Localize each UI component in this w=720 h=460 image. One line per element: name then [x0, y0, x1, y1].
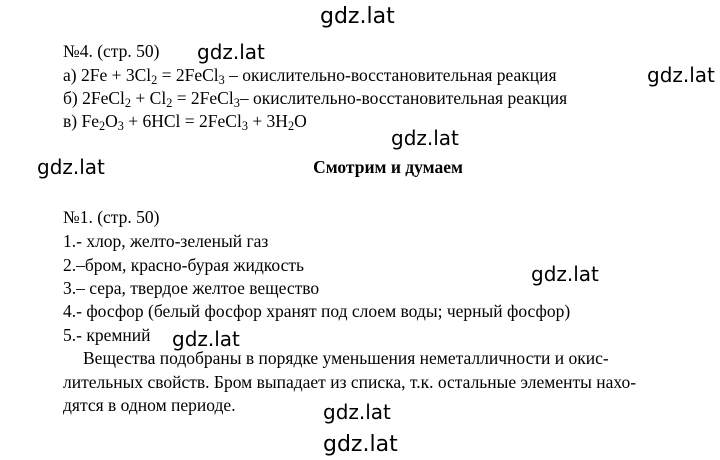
watermark: gdz.lat — [320, 4, 395, 29]
watermark: gdz.lat — [172, 327, 240, 351]
list-item: 5.- кремний — [63, 325, 151, 345]
list-item: 2.–бром, красно-бурая жидкость — [63, 255, 304, 275]
conclusion-line-2: лительных свойств. Бром выпадает из списка, т.к. остальные элементы нахо- — [63, 372, 637, 392]
section-title: Смотрим и думаем — [313, 157, 463, 177]
conclusion-line-3: дятся в одном периоде. — [63, 395, 236, 415]
watermark: gdz.lat — [531, 262, 599, 286]
watermark: gdz.lat — [647, 63, 715, 87]
watermark: gdz.lat — [37, 155, 105, 179]
equation-a: а) $2Fe + 3Cl_2$ = 2FeCl$_3$ – окислительно-восстановительная реакция — [63, 65, 557, 87]
task4-header: №4. (стр. 50) — [63, 41, 160, 61]
equation-v: в) $Fe_2O_3 + 6HCl$ = 2FeCl$_3$ + $3H_2O$ — [63, 111, 307, 133]
task1-header: №1. (стр. 50) — [63, 207, 160, 227]
watermark: gdz.lat — [323, 432, 398, 457]
list-item: 1.- хлор, желто-зеленый газ — [63, 231, 269, 251]
list-item: 3.– сера, твердое желтое вещество — [63, 278, 320, 298]
watermark: gdz.lat — [323, 400, 391, 424]
equation-b: б) 2FeCl$_2$ + $Cl_2$ = 2FeCl$_3$– окислительно-восстановительная реакция — [63, 88, 568, 110]
watermark: gdz.lat — [197, 40, 265, 64]
list-item: 4.- фосфор (белый фосфор хранят под слоем воды; черный фосфор) — [63, 301, 571, 321]
watermark: gdz.lat — [391, 126, 459, 150]
conclusion-line-1: Вещества подобраны в порядке уменьшения неметалличности и окис- — [83, 348, 609, 368]
